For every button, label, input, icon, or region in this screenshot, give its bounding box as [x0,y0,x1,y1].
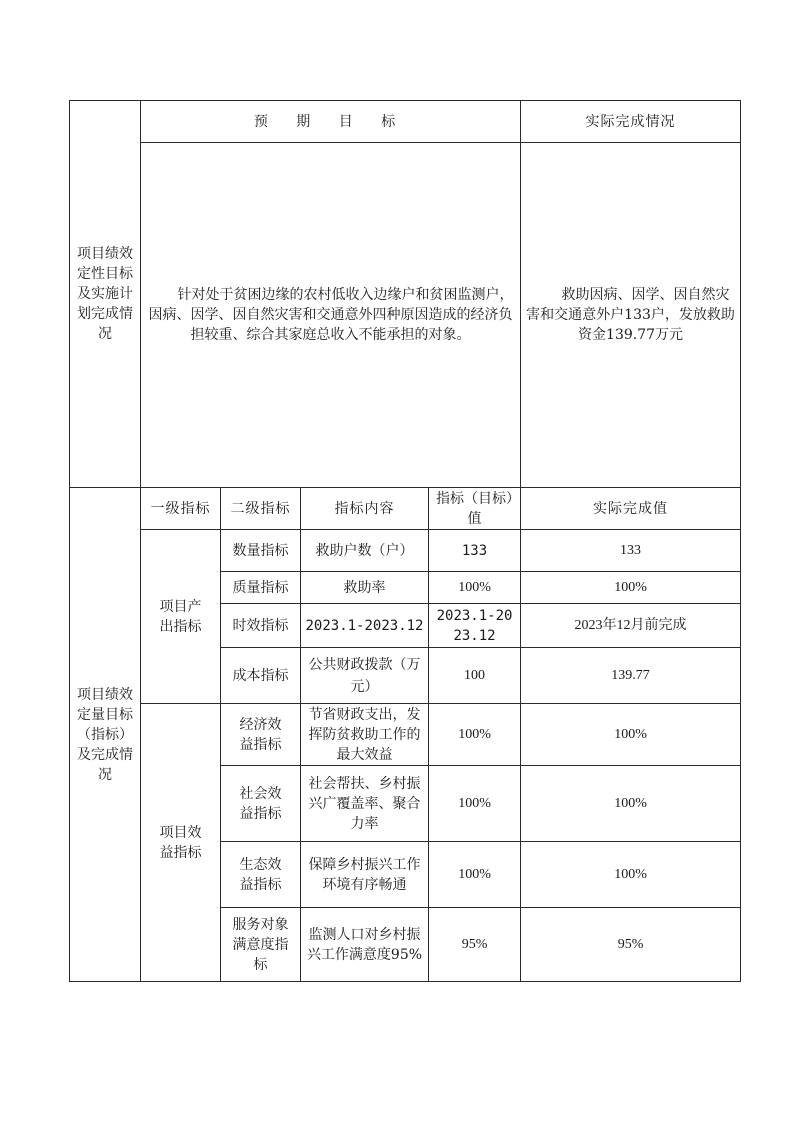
level2-cell: 质量指标 [221,572,301,604]
benefit-indicator-label: 项目效益指标 [141,704,221,982]
expected-goal-header: 预 期 目 标 [141,101,521,143]
target-cell: 95% [429,908,521,982]
actual-value-header: 实际完成值 [521,488,741,530]
level2-cell: 经济效益指标 [221,704,301,766]
actual-cell: 100% [521,572,741,604]
level2-header: 二级指标 [221,488,301,530]
table-row [70,704,741,766]
level2-cell: 生态效益指标 [221,842,301,908]
actual-cell: 95% [521,908,741,982]
actual-cell: 2023年12月前完成 [521,604,741,648]
target-header: 指标（目标）值 [429,488,521,530]
level1-header: 一级指标 [141,488,221,530]
quantitative-side-label: 项目绩效定量目标（指标）及完成情况 [70,488,141,982]
actual-completion-header: 实际完成情况 [521,101,741,143]
level2-cell: 成本指标 [221,648,301,704]
level2-cell: 数量指标 [221,530,301,572]
actual-completion-text: 救助因病、因学、因自然灾害和交通意外户133户，发放救助资金139.77万元 [521,143,741,488]
content-cell: 保障乡村振兴工作环境有序畅通 [301,842,429,908]
table-row [70,530,741,572]
content-cell: 社会帮扶、乡村振兴广覆盖率、聚合力率 [301,766,429,842]
qualitative-side-label: 项目绩效定性目标及实施计划完成情况 [70,101,141,488]
target-cell: 100% [429,704,521,766]
target-cell: 100 [429,648,521,704]
content-header: 指标内容 [301,488,429,530]
level2-cell: 社会效益指标 [221,766,301,842]
performance-table [69,100,741,982]
actual-cell: 100% [521,766,741,842]
content-cell: 救助率 [301,572,429,604]
content-cell: 监测人口对乡村振兴工作满意度95% [301,908,429,982]
content-cell: 公共财政拨款（万元） [301,648,429,704]
content-cell: 节省财政支出，发挥防贫救助工作的最大效益 [301,704,429,766]
target-cell: 2023.1-2023.12 [429,604,521,648]
target-cell: 100% [429,842,521,908]
expected-goal-text: 针对处于贫困边缘的农村低收入边缘户和贫困监测户，因病、因学、因自然灾害和交通意外四种原因造成的经济负担较重、综合其家庭总收入不能承担的对象。 [141,143,521,488]
output-indicator-label: 项目产出指标 [141,530,221,704]
actual-cell: 133 [521,530,741,572]
actual-cell: 139.77 [521,648,741,704]
actual-cell: 100% [521,842,741,908]
actual-cell: 100% [521,704,741,766]
content-cell: 救助户数（户） [301,530,429,572]
target-cell: 100% [429,572,521,604]
level2-cell: 服务对象满意度指标 [221,908,301,982]
level2-cell: 时效指标 [221,604,301,648]
target-cell: 133 [429,530,521,572]
target-cell: 100% [429,766,521,842]
content-cell: 2023.1-2023.12 [301,604,429,648]
